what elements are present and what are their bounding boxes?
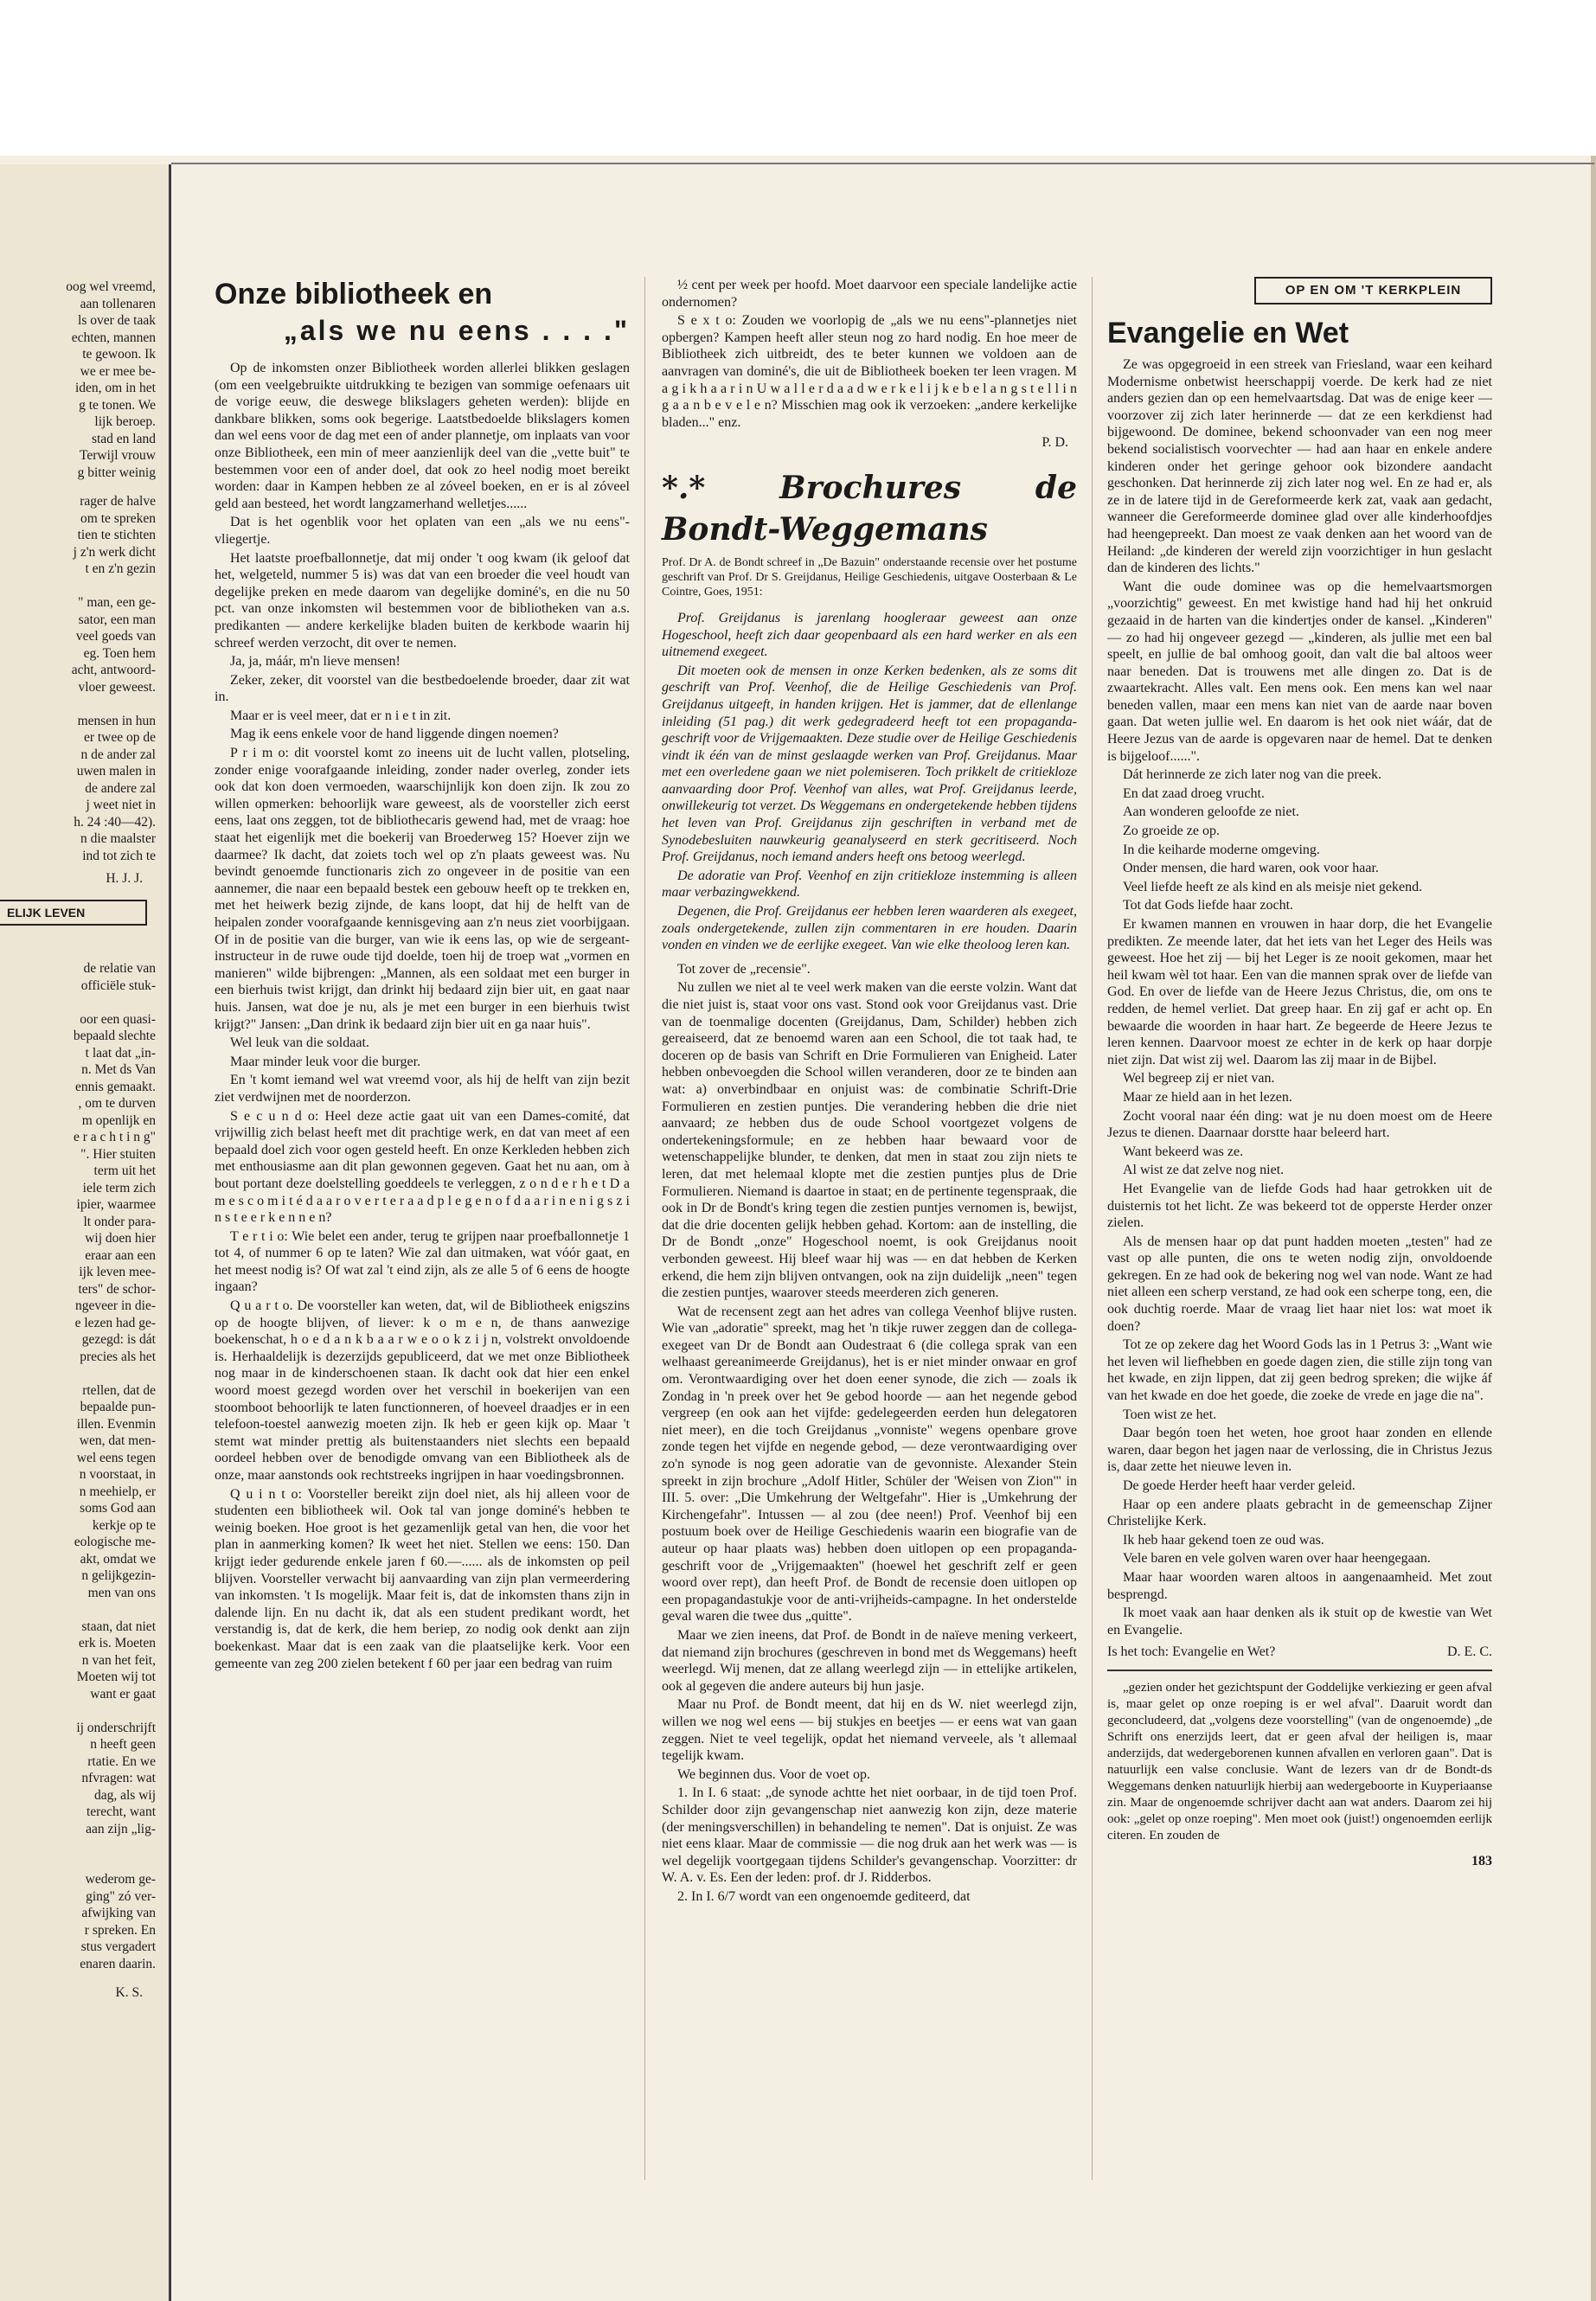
previous-page-line: nfvragen: wat — [81, 1771, 156, 1785]
previous-page-line: ls over de taak — [78, 313, 156, 328]
paragraph: Dat is het ogenblik voor het oplaten van een „als we nu eens"-vliegertje. — [215, 515, 630, 547]
article-continuation — [662, 277, 1077, 431]
article-title: Evangelie en Wet — [1107, 317, 1349, 349]
paragraph: Maar er is veel meer, dat er n i e t in zit. — [230, 708, 452, 723]
page-number: 183 — [1471, 1853, 1492, 1868]
previous-page-line: e lezen had ge- — [74, 1315, 156, 1330]
paragraph: S e x t o: Zouden we voorlopig de „als we nu eens"-plannetjes niet opbergen? Kampen heeft aller steun nog zo hard nodig. En hoe meer de Bibliotheek zich uitbreidt, des te beter kunnen we voldoen aan de aanvragen van dominé's, die uit de Bibliotheek boeken ter leen vragen. M a g i k h a a r i n U w a l l e r d a a d w e r k e l i j k e b e l a n g s t e l l i n g a a n b e v e l e n? Misschien mag ook ik verzoeken: „andere kerkelijke bladen..." enz. — [662, 313, 1077, 430]
previous-page-line: ters" de schor- — [78, 1281, 156, 1297]
quoted-review — [662, 610, 1077, 954]
previous-page-line: men van ons — [87, 1585, 156, 1600]
paragraph: Want bekeerd was ze. — [1123, 1144, 1244, 1159]
continuation-text: „gezien onder het gezichtspunt der Goddelijke verkiezing er geen afval is, maar gelet op onze roeping is er wel afval". Daaruit wordt dan geconcludeerd, dat „volgens deze voorstelling" (van de ongenoemde) „de Schrift ons enerzijds leert, dat er geen afval der heiligen is, maar anderzijds, dat wedergeborenen kunnen afvallen en verloren gaan". Dat is natuurlijk een valse conclusie. Want de lezers van dr de Bondt-ds Weggemans denken natuurlijk hierbij aan wedergeboorte in Kuyperiaanse zin. Maar de ongenoemde schrijver dacht aan wat anders. Daarom zei hij ook: „gelet op onze roeping". Men moet ook (juist!) ongenoemden eerlijk citeren. En zouden de — [1107, 1680, 1492, 1843]
previous-page-line: ennis gemaakt. — [75, 1079, 156, 1094]
article-title: *.* Brochures de Bondt-Weggemans — [662, 469, 1077, 548]
previous-page-line: ipier, waarmee — [76, 1197, 156, 1212]
previous-page-line: n voorstaat, in — [79, 1467, 156, 1482]
previous-page-line: g bitter weinig — [77, 465, 156, 480]
previous-page-line: soms God aan — [80, 1501, 156, 1516]
previous-page-line: precies als het — [80, 1349, 156, 1364]
paragraph: De goede Herder heeft haar verder geleid. — [1123, 1478, 1356, 1493]
paragraph: Vele baren en vele golven waren over haar heengegaan. — [1123, 1551, 1431, 1567]
paragraph: Ja, ja, máár, m'n lieve mensen! — [230, 654, 401, 670]
previous-page-line: rtellen, dat de — [82, 1382, 156, 1398]
section-kicker: OP EN OM 'T KERKPLEIN — [1254, 277, 1492, 304]
previous-page-line: erk is. Moeten — [78, 1636, 156, 1650]
previous-page-line: rtatie. En we — [87, 1753, 156, 1769]
paragraph: 1. In I. 6 staat: „de synode achtte het niet oorbaar, in de tijd toen Prof. Schilder door zijn gevangenschap niet aanwezig kon zijn, deze materie (der meningsverschillen) in behandeling te nemen". Dat is onjuist. Ze was niet eens klaar. Maar de commissie — die nog druk aan het werk was — is wel degelijk voortgegaan tijdens Schilder's gevangenschap. Voorzitter: dr W. A. v. Es. Een der leden: prof. dr J. Ridderbos. — [662, 1785, 1077, 1886]
article-bibliotheek — [215, 277, 630, 1674]
article-evangelie-en-wet — [1107, 277, 1492, 1870]
previous-page-line — [0, 1837, 156, 1855]
previous-page-line: oog wel vreemd, — [66, 279, 156, 294]
paragraph: Het Evangelie van de liefde Gods had haar getrokken uit de duisternis tot het licht. Ze was bekeerd tot de opperste Herder onzer zielen. — [1107, 1181, 1492, 1231]
previous-page-line — [0, 1365, 156, 1382]
previous-page-column-top — [0, 279, 156, 481]
previous-page-line: uwen malen in — [76, 764, 156, 779]
previous-page-line: m openlijk en — [81, 1112, 156, 1128]
previous-page-line: aan tollenaren — [80, 296, 156, 311]
previous-page-line: ging" zó ver- — [86, 1888, 156, 1904]
paragraph: Want die oude dominee was op die hemelvaartsmorgen „voorzichtig" geweest. En met kwistige hand had hij het onkruid gezaaid in de harten van die kindertjes onder de kansel. „Kinderen" — zo had hij ongeveer gezegd — „kinderen, als jullie met een bal speelt, en jullie de bal omhoog gooit, dan valt die bal altoos weer naar beneden. Dat is trouwens met alle dingen zo. Dat is de zwaartekracht. Alles valt. Een mens ook. Een mens kan wel naar beneden vallen, maar een mens kan niet van de aarde naar boven gaan. Dat weten jullie wel. En daarom is het ook niet wáár, dat de Heere Jezus van de aarde is opgevaren naar de hemel. Dat te denken is bijgeloof......". — [1107, 579, 1492, 764]
paragraph: Wel leuk van die soldaat. — [230, 1035, 369, 1051]
closing-line: Is het toch: Evangelie en Wet? D. E. C. — [1107, 1644, 1492, 1660]
paragraph: Er kwamen mannen en vrouwen in haar dorp, die het Evangelie predikten. Ze meende later, dat het iets van het Leger des Heils was geweest. Hoe het zij — bij het Leger is ze nooit gekomen, maar het heil kwam wèl tot haar. Een van die mannen sprak over de liefde van God. En over de liefde van de Heere Jezus Christus, die, om ons te redden, de hemel verliet. Dat greep haar. En zij gaf er acht op. En bewaarde die woorden in haar hart. Ze begeerde de Heere Jezus te leren kennen. Daarvoor moest ze echter in de kerk op haar dorpje niet zijn. Dat wist zij wel. Daarom las zij maar in de Bijbel. — [1107, 917, 1492, 1067]
previous-page-line: er twee op de — [83, 730, 156, 745]
previous-page-line: officiële stuk- — [80, 977, 156, 993]
article-body — [662, 961, 1077, 1906]
paragraph: Zocht vooral naar één ding: wat je nu doen moest om de Heere Jezus te dienen. Daarnaar dorstte haar beleerd hart. — [1107, 1108, 1492, 1141]
previous-page-column-lower — [0, 960, 156, 1972]
previous-page-line: eologische me- — [74, 1535, 156, 1549]
previous-page-line: acht, antwoord- — [71, 663, 156, 677]
paragraph: Het laatste proefballonnetje, dat mij onder 't oog kwam (ik geloof dat het, welgeteld, nummer 5 is) was dat van een broeder die veel houdt van degelijke preken en mede daarom van degelijke dominé's, en die nu 50 pct. van onze inkomsten wil bestemmen voor de bibliotheken van a.s. predikanten — andere kerkelijke bladen buiten de kerkbode waarin hij schreef werden verzocht, dit over te nemen. — [215, 550, 630, 651]
previous-page-line: n gelijkgezin- — [81, 1568, 156, 1583]
article-title: Onze bibliotheek en — [215, 278, 493, 311]
paragraph: Maar we zien ineens, dat Prof. de Bondt in de naïeve mening verkeert, dat niemand zijn brochures (geschreven in bond met ds Weggemans) heeft weerlegd. Wij menen, dat ze allang weerlegd zijn — in ettelijke artikelen, ook al gegeven die andere auteurs bij hun jasje. — [662, 1627, 1077, 1694]
article-subtitle: „als we nu eens . . . ." — [283, 315, 630, 346]
previous-page-line: stad en land — [91, 431, 156, 446]
paragraph: Op de inkomsten onzer Bibliotheek worden allerlei blikken geslagen (om een veelgebruikte uitdrukking te bezigen van sommige oefenaars uit de vorige eeuw, die deswege blikslagers geheten werden): blijde en dankbare blikken, soms ook begerige. Laatstbedoelde blikslagers komen dan wel eens voor de dag met een of ander plannetje, om inplaats van voor onze Bibliotheek, een min of meer aanzienlijk deel van die „vette buit" te bestemmen voor een of ander doel, dat ook zo heel nodig moet bereikt worden: daar in Kampen hebben ze al zóveel boeken, en er is al zóveel geld aan besteed, het wordt langzamerhand welletjes...... — [215, 361, 630, 511]
previous-page-line: lt onder para- — [83, 1214, 156, 1229]
paragraph: Dit moeten ook de mensen in onze Kerken bedenken, als ze soms dit geschrift van Prof. Veenhof, die de Heilige Geschiedenis van Prof. Greijdanus uitgeeft, in handen krijgen. Het is jammer, dat de ellenlange inleiding (51 pag.) dit werk gedegradeerd heeft tot een propaganda-geschrift voor de Vrijgemaakten. Deze studie over de Heilige Geschiedenis vindt ik één van de minst geslaagde werken van Prof. Greijdanus. Maar met een overledene gaan we niet polemiseren. Toch prikkelt de critiekloze aanvaarding door Prof. Veenhof van alles, wat Prof. Greijdanus leerde, onwillekeurig tot verzet. Ds Weggemans en ondergetekende hebben tijdens het leven van Prof. Greijdanus zijn geschriften in verband met de Synodebesluiten nauwkeurig geanalyseerd en sterk gecritiseerd. Noch Prof. Greijdanus, noch iemand anders heeft ons betoog weerlegd. — [662, 663, 1077, 865]
paragraph: Tot dat Gods liefde haar zocht. — [1123, 898, 1294, 913]
previous-page-line: terecht, want — [86, 1804, 156, 1819]
previous-page-line — [0, 1702, 156, 1720]
previous-page-line — [0, 1855, 156, 1872]
previous-page-line: echten, mannen — [71, 330, 156, 345]
previous-page-line: , om te durven — [78, 1096, 156, 1111]
column-divider — [1092, 277, 1093, 2180]
paragraph: 2. In I. 6/7 wordt van een ongenoemde gediteerd, dat — [677, 1888, 971, 1904]
previous-page-line: " man, een ge- — [78, 595, 156, 610]
previous-page-line: wij doen hier — [85, 1231, 156, 1246]
paragraph: Maar haar woorden waren altoos in aangenaamheid. Met zout besprengd. — [1107, 1569, 1492, 1602]
paragraph: Wel begreep zij er niet van. — [1123, 1071, 1275, 1086]
previous-page-line: ijk leven mee- — [79, 1265, 156, 1279]
paragraph: Maar minder leuk voor die burger. — [230, 1054, 421, 1069]
previous-page-section-box: ELIJK LEVEN — [0, 900, 147, 926]
previous-page-line: h. 24 :40—42). — [74, 814, 156, 830]
previous-page-line: n de ander zal — [80, 747, 156, 762]
paragraph: Ze was opgegroeid in een streek van Friesland, waar een keihard Modernisme onbetwist heerschappij voerde. De kerk had ze niet anders gezien dan op een hemelvaartsdag. Dat was de enige keer — voorzover zij zich later herinnerde — dat ze een kerkdienst had bijgewoond. De dominee, bekend schoonvader van een nog meer bekend socialistisch voorvechter — had aan haar en enkele andere kinderen onder het geringe gehoor ook bizondere aandacht geschonken. Dat herinnerde zij zich later nog wel. En ze had er, als ze in de latere tijd in de Gereformeerde kerk zat, vaak aan gedacht, wanneer die Gereformeerde dominee glad over alle kinderhoofdjes had heengepreekt. Dan moest ze vaak denken aan het woord van de Heiland: „de kinderen der wereld zijn voorzichtiger in hun geslacht dan de kinderen des lichts." — [1107, 357, 1492, 576]
article-signature: P. D. — [1042, 435, 1068, 451]
paragraph: Dát herinnerde ze zich later nog van die preek. — [1123, 767, 1381, 783]
previous-page-line: n meehielp, er — [79, 1484, 156, 1499]
paragraph: Maar nu Prof. de Bondt meent, dat hij en ds W. niet weerlegd zijn, willen we nog wel eens — bij stukjes en beetjes — er eens wat van gaan zeggen. Niet te veel tegelijk, opdat het niemand verveele, als 't allemaal tegelijk kwam. — [662, 1697, 1077, 1764]
paragraph: Zeker, zeker, dit voorstel van die bestbedoelende broeder, daar zit wat in. — [215, 672, 630, 705]
paragraph: P r i m o: dit voorstel komt zo ineens uit de lucht vallen, plotseling, zonder enige voorafgaande inleiding, zonder nader overleg, zonder iets ook dat kon doen vermoeden, waarschijnlijk kon doen zijn. Ik zou zo willen opmerken: behoorlijk ware geweest, als de voorsteller zich eerst eens, laat ons zeggen, tot de bibliothecaris gewend had, met de vraag: hoe staat het eigenlijk met die boekerij van Broederweg 15? Hoever zijn we daarmee? Ik dacht, dat zoiets toch wel op z'n plaats geweest was. Nu bevindt genoemde functionaris zich zo ongeveer in de positie van een aannemer, die naar een bepaald bestek een gebouw heeft op te trekken en, met het heiwerk bezig zijnde, de kans loopt, dat hij de helft van de heipalen zonder voorafgaande kennisgeving aan z'n neus ziet voorbijgaan. Of in de positie van die burger, van wie ik eens las, op wie de sergeant-instructeur in de ruwe oude tijd doelde, toen hij de troep wat „vormen en manieren" wilde bijbrengen: „Mannen, als een soldaat met een burger in een bierhuis twist krijgt, dan drinkt hij bedaard zijn bier uit, en gaat naar huis. Jansen, wat doe je nu, als je met een burger in een bierhuis twist krijgt?" Jansen: „Dan drink ik bedaard zijn bier uit en ga naar huis". — [215, 746, 630, 1032]
previous-page-line: sator, een man — [78, 612, 156, 627]
previous-page-column-middle — [0, 493, 156, 864]
paragraph: Wat de recensent zegt aan het adres van collega Veenhof blijve rusten. Wie van „adoratie" spreekt, mag het 'n tikje ruwer zeggen dan de collega-exegeet van Dr de Bondt aan Oudestraat 6 (die collega sprak van een welhaast gereanimeerde Greijdanus), het is er niet minder onwaar en grof om. Verontwaardiging over het doen eener synode, die zich — zoals ik Zondag in 'n preek over het 9e gebod hoorde — aan het negende gebod vergreep (en ook aan het vijfde: gedelegeerden eerden hun delegatoren niet meer), en die toch Greijdanus „vonniste" wegens openbare grove zonde tegen het vijfde en negende gebod, — deze verontwaardiging over zo'n synode is nog geen adoratie van de gevonniste. Alexander Stein spreekt in zijn brochure „Adolf Hitler, Schüler der 'Weisen von Zion'" in III. 5. over: „Die Umkehrung der Weltgefahr". Hier is „Umkehrung der Kirchengefahr". Intussen — al zou (dee neen!) Prof. Veenhof bij een postuum boek over de Heilige Geschiedenis waarin een biografie van de auteur op haar plaats was) hebben doen uitlopen op een propaganda-geschrift voor de „Vrijgemaakten" (hoewel het geschrift zelf er geen woord over rept), dan heeft Prof. de Bondt de recensie doen uitlopen op een propagandastukje voor de anti-vrijheids-campagne. In het onderstelde geval waren die twee dus „quitte". — [662, 1304, 1077, 1625]
paragraph: We beginnen dus. Voor de voet op. — [677, 1766, 870, 1782]
article-body — [215, 360, 630, 1672]
paragraph: En dat zaad droeg vrucht. — [1123, 785, 1265, 801]
paragraph: Toen wist ze het. — [1123, 1407, 1217, 1422]
previous-page-line: de relatie van — [83, 961, 156, 976]
previous-page-line: staan, dat niet — [81, 1618, 156, 1634]
previous-page-line — [0, 695, 156, 713]
previous-page-line: enaren daarin. — [80, 1956, 156, 1971]
paragraph: Als de mensen haar op dat punt hadden moeten „testen" had ze vast op alle punten, die ons te weten nodig zijn, onvoldoende gekregen. En ze had ook de bekering nog wel van node. Want ze had niet alleen een scherp verstand, ze had ook een scherpe tong, een, die ook duchtig roerde. Maar de vraag liet haar niet los: wat moet ik doen? — [1107, 1234, 1492, 1334]
previous-page-line: j z'n werk dicht — [73, 544, 156, 560]
previous-page-line: Terwijl vrouw — [79, 448, 156, 463]
previous-page-line: want er gaat — [90, 1686, 156, 1702]
previous-page-line — [0, 578, 156, 595]
previous-page-line: illen. Evenmin — [76, 1416, 156, 1432]
previous-page-strip — [0, 164, 171, 2301]
previous-page-line: j weet niet in — [86, 798, 156, 812]
paragraph: Ik moet vaak aan haar denken als ik stuit op de kwestie van Wet en Evangelie. — [1107, 1606, 1492, 1638]
paragraph: Q u i n t o: Voorsteller bereikt zijn doel niet, als hij alleen voor de studenten een bibliotheek wil. Ook tal van jonge dominé's hebben te weinig boeken. Hoe groot is het gezamenlijk getal van hen, die voor het plan in aanmerking komen? Ik weet het niet. Stellen we eens: 150. Dan krijgt ieder gedurende enkele jaren f 60.—...... als de inkomsten op peil blijven. Voorsteller verwacht bij aanvaarding van zijn plan vermeerdering van inkomsten. 't Is mogelijk. Maar feit is, dat de inkomsten thans zijn in dalende lijn. En nu dacht ik, dat als een student predikant wordt, het verstandig is, dat de kerk, die hem beriep, zo nodig ook denkt aan zijn boekenkast. Maar dat is een zaak van die plaatselijke kerk. Voor een gemeente van zeg 200 zielen betekent f 60 per jaar een bedrag van ruim — [215, 1486, 630, 1671]
previous-page-line: wederom ge- — [85, 1872, 156, 1887]
paragraph: Nu zullen we niet al te veel werk maken van die eerste volzin. Want dat die niet juist is, staat voor ons vast. Stond ook voor Greijdanus vast. Drie van de toenmalige docenten (Greijdanus, Dam, Schilder) hebben zich gereaiseerd, dat ze benoemd waren aan een School, die tot taak had, te doceren op de basis van Schrift en Drie Formulieren van Enigheid. Later hebben onbevoegden die School willen veranderen, door ze te binden aan wat: a) onverbindbaar en onjuist was: de combinatie Schrift-Drie Formulieren en zestien puntjes. Die verandering hebben die drie niet aanvaard; ze hebben dus de oude School voortgezet volgens de ondertekeningsformule; en ze hebben haar bewaard voor de wetenschappelijke blunder, te denken, dat men in staat zou zijn niets te leren, dat met helemaal klopte met die zestien puntjes plus de Drie Formulieren. Niemand is daartoe in staat; en de pertinente tegenspraak, die ook in Dr de Bondt's kring tegen die zestien puntjes vernomen is, bewijst, dat die drie docenten gelijk hebben gehad. Kortom: aan de instelling, die Dr de Bondt „onze" Hogeschool noemt, is ook Greijdanus nooit verbonden geweest. Hij bleef waar hij was — en dat hebben de Kerken erkend, die hem zijn blijven ontvangen, ook na zijn duidelijk „neen" tegen die zestien puntjes, waarover steeds meerderen zich generen. — [662, 980, 1077, 1301]
paragraph: Mag ik eens enkele voor de hand liggende dingen noemen? — [230, 727, 559, 742]
previous-page-line: t en z'n gezin — [85, 561, 156, 576]
paragraph: T e r t i o: Wie belet een ander, terug te grijpen naar proefballonnetje 1 tot 4, of nummer 6 op te laten? Wie zal dan uitmaken, wat vóór gaat, en het meest nodig is? Of wat zal 't eind zijn, als ze alle 5 of 6 eens de hoogte ingaan? — [215, 1228, 630, 1295]
previous-page-signature-low: K. S. — [115, 1985, 143, 2000]
previous-page-line: ij onderschrijft — [76, 1720, 156, 1735]
column-divider — [644, 277, 645, 2180]
previous-page-line: term uit het — [93, 1163, 156, 1178]
previous-page-line: lijk beroep. — [94, 414, 156, 429]
previous-page-line: rager de halve — [80, 494, 156, 509]
article-signature: D. E. C. — [1447, 1644, 1492, 1660]
paragraph: Q u a r t o. De voorsteller kan weten, dat, wil de Bibliotheek enigszins op de hoogte blijven, of liever: k o m e n, de thans aanwezige boekenschat, h o e d a n k b a a r w e o o k z i j n, volstrekt onvoldoende is. Herhaaldelijk is dezerzijds gepubliceerd, dat we met onze Bibliotheek nog maar in de kinderschoenen staan. Ik dacht ook dat hier een enkel woord moest gezegd worden over het verschil in boekerijen van een stoomboot behoorlijk te laten functionneren, of hoeveel draadjes er in een telefoon-toestel aanwezig moeten zijn. Ik heb er geen kijk op. Maar 't stemt wat minder prettig als buitenstaanders niet slechts een bepaald oordeel hebben over de benodigde omvang van een Bibliotheek als de onze, maar aanstonds ook rechtstreeks ingrijpen in haar voedingsbronnen. — [215, 1298, 630, 1483]
previous-page-line: tien te stichten — [77, 528, 156, 542]
previous-page-line: afwijking van — [81, 1906, 156, 1920]
paragraph: Degenen, die Prof. Greijdanus eer hebben leren waarderen als exegeet, zoals ondergetekende, zullen zijn commentaren in ere houden. Daarin vonden en vinden we de eerlijke exegeet. Van wie elke theoloog leren kan. — [662, 904, 1077, 953]
previous-page-line: n. Met ds Van — [81, 1062, 156, 1077]
previous-page-line: te gewoon. Ik — [82, 347, 156, 362]
previous-page-line: veel goeds van — [75, 629, 156, 644]
paragraph: Tot ze op zekere dag het Woord Gods las in 1 Petrus 3: „Want wie het leven wil liefhebben en goede dagen zien, die stille zijn tong van het kwade, en zijn lippen, dat zij geen bedrog spreken; die wijke áf van het kwade en doe het goede, die zoeke de vrede en jage die na". — [1107, 1337, 1492, 1404]
previous-page-line: wel eens tegen — [76, 1450, 156, 1465]
previous-page-line: e r a c h t i n g" — [74, 1130, 156, 1144]
previous-page-line: de andere zal — [85, 780, 156, 796]
paragraph: Ik heb haar gekend toen ze oud was. — [1123, 1532, 1324, 1548]
header-rule — [171, 163, 1594, 164]
paragraph: Veel liefde heeft ze als kind en als meisje niet gekend. — [1123, 879, 1423, 894]
previous-page-line — [0, 1601, 156, 1618]
paragraph: Maar ze hield aan in het lezen. — [1123, 1089, 1292, 1105]
paragraph: Zo groeide ze op. — [1123, 824, 1220, 839]
previous-page-line: ". Hier stuiten — [80, 1146, 156, 1162]
previous-page-line: gezegd: is dát — [81, 1332, 156, 1347]
previous-page-line: vloer geweest. — [78, 679, 156, 695]
paragraph: En 't komt iemand wel wat vreemd voor, als hij de helft van zijn bezit ziet verdwijnen met de noorderzon. — [215, 1073, 630, 1105]
previous-page-line: bepaalde pun- — [80, 1400, 156, 1414]
previous-page-line: r spreken. En — [84, 1922, 156, 1938]
page-edge — [1591, 156, 1596, 2301]
divider — [1107, 1670, 1492, 1671]
article-body — [1107, 356, 1492, 1638]
previous-page-line: we er mee be- — [80, 363, 156, 379]
previous-page-line: om te spreken — [80, 510, 156, 526]
previous-page-line — [0, 994, 156, 1011]
paragraph: Tot zover de „recensie". — [677, 961, 811, 977]
previous-page-line: wen, dat men- — [79, 1433, 156, 1448]
previous-page-line: t laat dat „in- — [85, 1045, 156, 1061]
paragraph: ½ cent per week per hoofd. Moet daarvoor een speciale landelijke actie ondernomen? — [662, 278, 1077, 310]
previous-page-line: n die maalster — [80, 831, 156, 846]
article-intro: Prof. Dr A. de Bondt schreef in „De Bazuin" onderstaande recensie over het postume geschrift van Prof. Dr S. Greijdanus, Heilige Geschiedenis, uitgave Oosterbaan & Le Cointre, Goes, 1951: — [662, 555, 1077, 599]
paragraph: Haar op een andere plaats gebracht in de gemeenschap Zijner Christelijke Kerk. — [1107, 1497, 1492, 1529]
previous-page-line: bepaald slechte — [73, 1029, 156, 1043]
previous-page-line: stus vergadert — [80, 1939, 156, 1954]
previous-page-line: dag, als wij — [93, 1787, 156, 1803]
paragraph: Al wist ze dat zelve nog niet. — [1123, 1163, 1285, 1178]
previous-page-line: ind tot zich te — [82, 848, 156, 863]
previous-page-line: kerkje op te — [92, 1517, 156, 1533]
paragraph: Aan wonderen geloofde ze niet. — [1123, 804, 1299, 820]
paragraph: Prof. Greijdanus is jarenlang hoogleraar geweest aan onze Hogeschool, heeft zich daar geopenbaard als een hard werker en als een uitnemend exegeet. — [662, 610, 1077, 660]
column-middle — [662, 277, 1077, 1907]
paragraph: Onder mensen, die hard waren, ook voor haar. — [1123, 861, 1379, 876]
previous-page-line: iele term zich — [82, 1180, 156, 1195]
previous-page-line: mensen in hun — [77, 713, 156, 728]
paragraph: S e c u n d o: Heel deze actie gaat uit van een Dames-comité, dat vrijwillig zich belast heeft met dit prachtige werk, en dat van meet af een bepaald doel zich voor ogen gesteld heeft. En onze Kerkleden hebben zich met enthousiasme aan dit plan gewonnen gegeven. Gaat het nu aan, om à bout portant deze doelstelling goeddeels te verleggen, z o n d e r h e t D a m e s c o m i t é d a a r o v e r t e r a a d p l e g e n o f d a a r i n e n i g s z i n s t e e r k e n n e n? — [215, 1108, 630, 1226]
previous-page-line: eraar aan een — [85, 1247, 156, 1263]
previous-page-line: aan zijn „lig- — [86, 1821, 156, 1836]
previous-page-line: n van het feit, — [81, 1652, 156, 1668]
paragraph: Daar begón toen het weten, hoe groot haar zonden en ellende waren, daar begon het jagen naar de verlossing, die in Christus Jezus is, daar zette het nieuwe leven in. — [1107, 1426, 1492, 1475]
previous-page-line: g te tonen. We — [79, 397, 156, 413]
previous-page-line: ngeveer in die- — [75, 1298, 156, 1313]
previous-page-line: akt, omdat we — [80, 1551, 156, 1567]
paragraph: De adoratie van Prof. Veenhof en zijn critiekloze instemming is alleen maar verbazingwekkend. — [662, 868, 1077, 901]
previous-page-line: iden, om in het — [75, 381, 156, 395]
paragraph: In die keiharde moderne omgeving. — [1123, 842, 1320, 857]
previous-page-signature-top: H. J. J. — [106, 871, 143, 886]
previous-page-line: n heeft geen — [90, 1737, 156, 1752]
previous-page-line: oor een quasi- — [80, 1011, 156, 1027]
previous-page-line: Moeten wij tot — [76, 1670, 156, 1684]
previous-page-line: eg. Toen hem — [83, 645, 156, 661]
